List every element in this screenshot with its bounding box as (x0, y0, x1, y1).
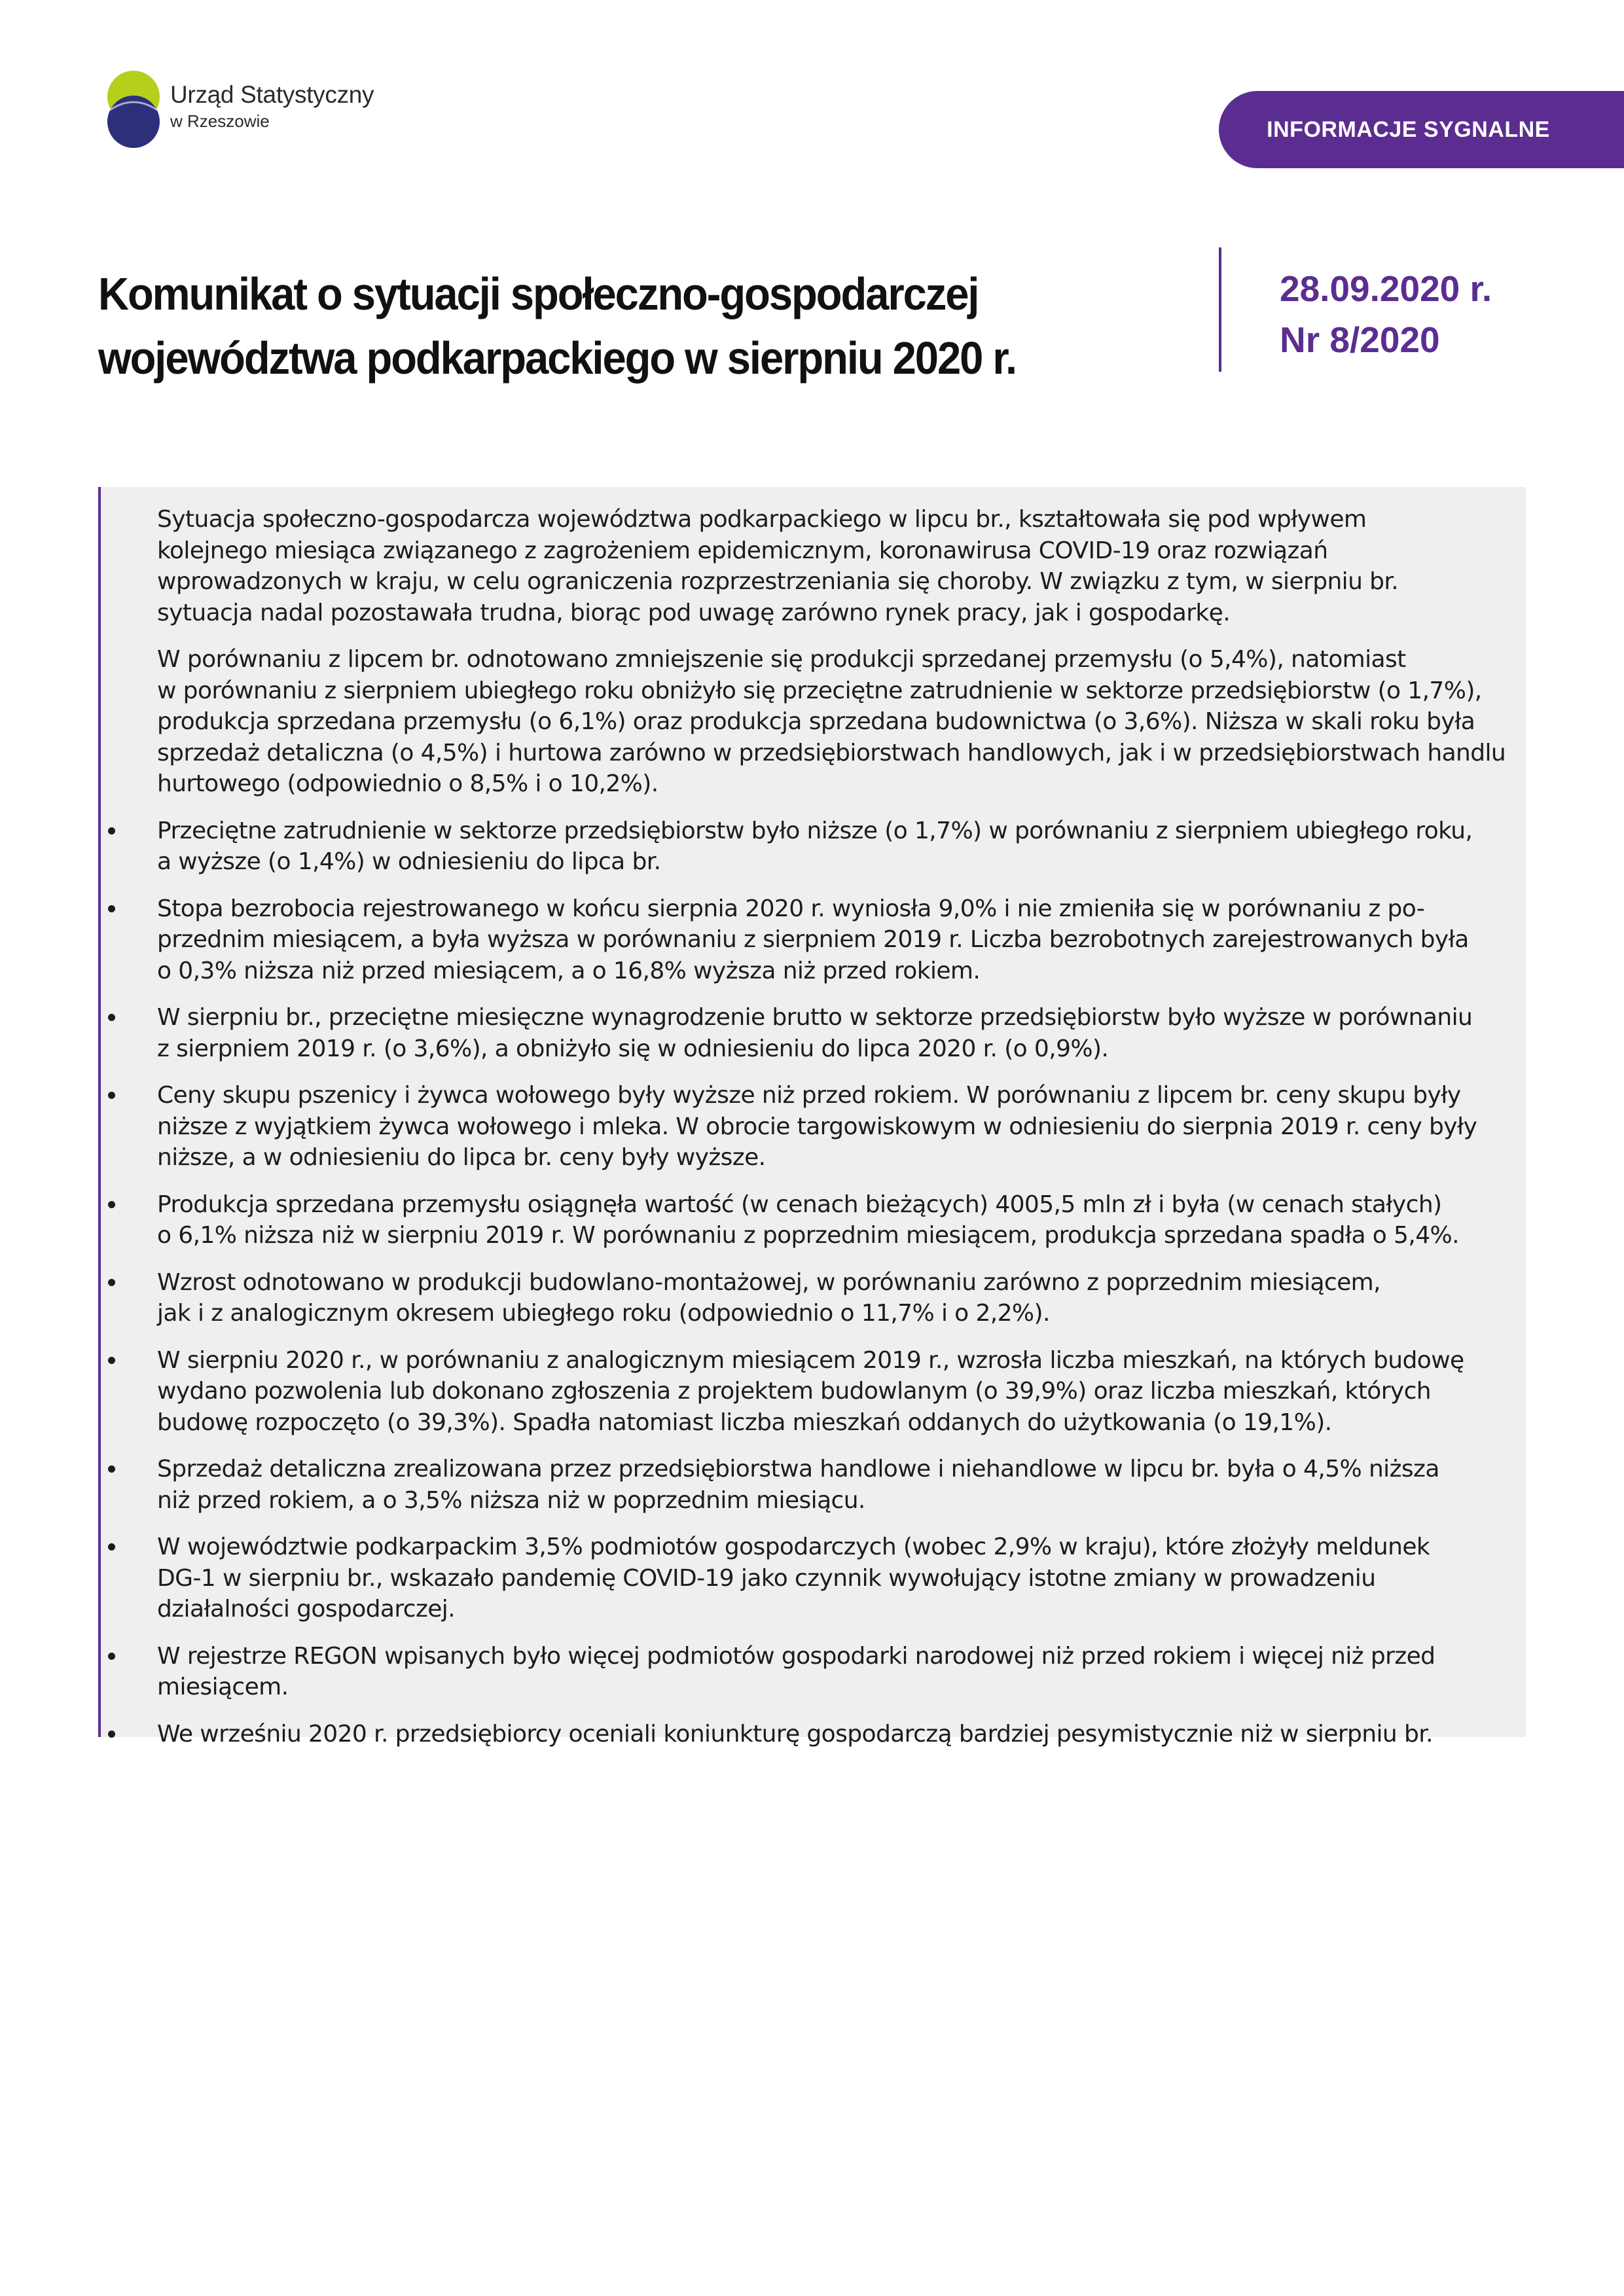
text-line: o 0,3% niższa niż przed miesiącem, a o 16,8% wyższa niż przed rokiem. (157, 957, 981, 984)
bullet-item (157, 1641, 1512, 1703)
text-line: kolejnego miesiąca związanego z zagrożeniem epidemicznym, koronawirusa COVID-19 oraz rozwiązań (157, 537, 1328, 564)
document-title (98, 262, 1016, 390)
text-line: W sierpniu br., przeciętne miesięczne wynagrodzenie brutto w sektorze przedsiębiorstw było wyższe w porównaniu (157, 1004, 1473, 1031)
logo-title: Urząd Statystyczny (170, 81, 374, 108)
text-line: z sierpniem 2019 r. (o 3,6%), a obniżyło się w odniesieniu do lipca 2020 r. (o 0,9%). (157, 1035, 1109, 1062)
text-line: produkcja sprzedana przemysłu (o 6,1%) oraz produkcja sprzedana budownictwa (o 3,6%). Niższa w skali roku była (157, 708, 1475, 735)
text-line: Produkcja sprzedana przemysłu osiągnęła wartość (w cenach bieżących) 4005,5 mln zł i była (w cenach stałych) (157, 1191, 1442, 1218)
bullet-icon (108, 827, 115, 834)
text-line: Wzrost odnotowano w produkcji budowlano-montażowej, w porównaniu zarówno z poprzednim miesiącem, (157, 1268, 1380, 1296)
bullet-item (157, 1719, 1512, 1750)
intro-paragraph (157, 504, 1512, 628)
text-line: miesiącem. (157, 1674, 289, 1700)
bullet-icon (108, 1201, 115, 1208)
bullet-item (157, 1345, 1512, 1439)
text-line: a wyższe (o 1,4%) w odniesieniu do lipca br. (157, 848, 661, 875)
bullet-item (157, 893, 1512, 987)
text-line: Stopa bezrobocia rejestrowanego w końcu sierpnia 2020 r. wyniosła 9,0% i nie zmieniła się w porównaniu z po- (157, 895, 1425, 922)
text-line: Ceny skupu pszenicy i żywca wołowego były wyższe niż przed rokiem. W porównaniu z lipcem br. ceny skupu były (157, 1082, 1461, 1109)
bullet-icon (108, 1279, 115, 1286)
text-line: W rejestrze REGON wpisanych było więcej podmiotów gospodarki narodowej niż przed rokiem i więcej niż przed (157, 1642, 1435, 1670)
text-line: W sierpniu 2020 r., w porównaniu z analogicznym miesiącem 2019 r., wzrosła liczba mieszkań, na których budowę (157, 1346, 1464, 1374)
text-line: DG-1 w sierpniu br., wskazało pandemię COVID-19 jako czynnik wywołujący istotne zmiany w prowadzeniu (157, 1564, 1376, 1592)
bullet-item (157, 816, 1512, 878)
bullet-item (157, 1454, 1512, 1516)
bullet-item (157, 1002, 1512, 1064)
text-line: W województwie podkarpackim 3,5% podmiotów gospodarczych (wobec 2,9% w kraju), które złożyły meldunek (157, 1534, 1430, 1560)
logo-emblem-icon (106, 68, 161, 149)
date-block (1280, 263, 1492, 365)
title-line-1: Komunikat o sytuacji społeczno-gospodarczej (98, 268, 979, 319)
text-line: We wrześniu 2020 r. przedsiębiorcy oceniali koniunkturę gospodarczą bardziej pesymistycznie niż w sierpniu br. (157, 1720, 1433, 1748)
comparison-paragraph (157, 644, 1512, 800)
logo-subtitle: w Rzeszowie (170, 111, 270, 131)
title-line-2: województwa podkarpackiego w sierpniu 2020 r. (98, 332, 1017, 384)
text-line: niż przed rokiem, a o 3,5% niższa niż w poprzednim miesiącu. (157, 1486, 865, 1514)
bullet-icon (108, 1092, 115, 1099)
text-line: niższe, a w odniesieniu do lipca br. ceny były wyższe. (157, 1144, 766, 1171)
text-line: przednim miesiącem, a była wyższa w porównaniu z sierpniem 2019 r. Liczba bezrobotnych zarejestrowanych była (157, 926, 1469, 953)
bullet-icon (108, 1357, 115, 1364)
text-line: hurtowego (odpowiednio o 8,5% i o 10,2%). (157, 770, 659, 797)
text-line: wprowadzonych w kraju, w celu ograniczenia rozprzestrzeniania się choroby. W związku z tym, w sierpniu br. (157, 568, 1399, 595)
summary-content (157, 504, 1512, 1765)
title-divider (1219, 247, 1221, 372)
bullet-icon (108, 1465, 115, 1473)
bullet-icon (108, 1543, 115, 1551)
bullet-item (157, 1267, 1512, 1329)
logo-text (170, 81, 374, 132)
text-line: w porównaniu z sierpniem ubiegłego roku obniżyło się przeciętne zatrudnienie w sektorze przedsiębiorstw (o 1,7%), (157, 677, 1482, 704)
bullet-icon (108, 1653, 115, 1660)
bullet-item (157, 1189, 1512, 1251)
text-line: działalności gospodarczej. (157, 1596, 456, 1623)
bullet-icon (108, 1014, 115, 1021)
bullet-item (157, 1532, 1512, 1625)
bullet-icon (108, 905, 115, 912)
text-line: Przeciętne zatrudnienie w sektorze przedsiębiorstw było niższe (o 1,7%) w porównaniu z sierpniem ubiegłego roku, (157, 817, 1473, 844)
text-line: niższe z wyjątkiem żywca wołowego i mleka. W obrocie targowiskowym w odniesieniu do sierpnia 2019 r. ceny były (157, 1113, 1477, 1140)
text-line: W porównaniu z lipcem br. odnotowano zmniejszenie się produkcji sprzedanej przemysłu (o 5,4%), natomiast (157, 646, 1406, 673)
bullet-list (157, 816, 1512, 1750)
bullet-icon (108, 1731, 115, 1738)
publication-number: Nr 8/2020 (1280, 319, 1440, 360)
text-line: budowę rozpoczęto (o 39,3%). Spadła natomiast liczba mieszkań oddanych do użytkowania (o 19,1%). (157, 1408, 1332, 1436)
publication-date: 28.09.2020 r. (1280, 268, 1492, 309)
text-line: jak i z analogicznym okresem ubiegłego roku (odpowiednio o 11,7% i o 2,2%). (157, 1300, 1050, 1327)
text-line: sprzedaż detaliczna (o 4,5%) i hurtowa zarówno w przedsiębiorstwach handlowych, jak i w przedsiębiorstwach handlu (157, 739, 1506, 766)
informacje-sygnalne-badge: INFORMACJE SYGNALNE (1219, 91, 1624, 168)
text-line: wydano pozwolenia lub dokonano zgłoszenia z projektem budowlanym (o 39,9%) oraz liczba mieszkań, których (157, 1378, 1432, 1405)
text-line: sytuacja nadal pozostawała trudna, biorąc pod uwagę zarówno rynek pracy, jak i gospodarkę. (157, 599, 1231, 626)
text-line: Sprzedaż detaliczna zrealizowana przez przedsiębiorstwa handlowe i niehandlowe w lipcu br. była o 4,5% niższa (157, 1456, 1439, 1482)
text-line: Sytuacja społeczno-gospodarcza województwa podkarpackiego w lipcu br., kształtowała się pod wpływem (157, 506, 1367, 533)
bullet-item (157, 1080, 1512, 1174)
text-line: o 6,1% niższa niż w sierpniu 2019 r. W porównaniu z poprzednim miesiącem, produkcja sprzedana spadła o 5,4%. (157, 1222, 1459, 1249)
